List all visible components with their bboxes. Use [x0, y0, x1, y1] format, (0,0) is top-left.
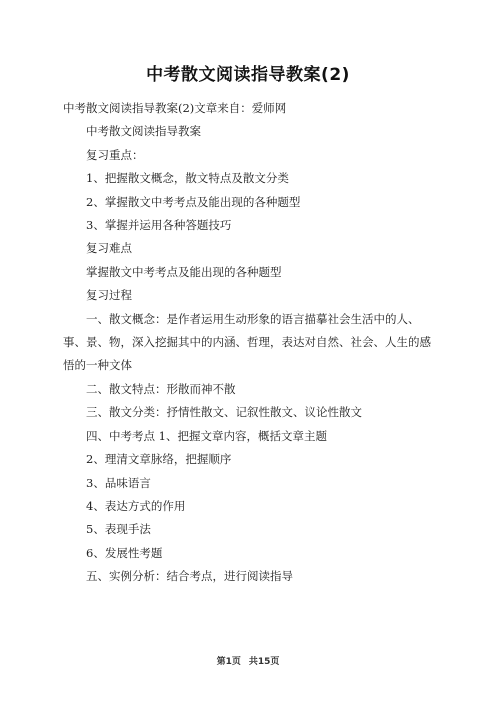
- list-item: 3、品味语言: [86, 475, 151, 490]
- list-item: 4、表达方式的作用: [86, 498, 186, 513]
- paragraph: 四、中考考点 1、把握文章内容，概括文章主题: [86, 428, 327, 443]
- paragraph: 掌握散文中考考点及能出现的各种题型: [86, 264, 282, 279]
- list-item: 1、把握散文概念，散文特点及散文分类: [86, 171, 289, 186]
- paragraph: 二、散文特点：形散而神不散: [86, 381, 236, 396]
- list-item: 5、表现手法: [86, 522, 151, 537]
- paragraph-definition: 一、散文概念：是作者运用生动形象的语言描摹社会生活中的人、事、景、物，深入挖掘其中的内涵、哲理，表达对自然、社会、人生的感悟的一种文体: [63, 311, 431, 373]
- list-item: 2、掌握散文中考考点及能出现的各种题型: [86, 194, 301, 209]
- list-item: 2、理清文章脉络，把握顺序: [86, 452, 232, 467]
- document-title: 中考散文阅读指导教案(2): [146, 65, 350, 85]
- paragraph: 三、散文分类：抒情性散文、记叙性散文、议论性散文: [86, 405, 362, 420]
- source-line: 中考散文阅读指导教案(2)文章来自：爱师网: [63, 101, 287, 115]
- subtitle-paragraph: 中考散文阅读指导教案: [86, 124, 201, 139]
- page-footer: [0, 654, 496, 667]
- paragraph: 五、实例分析：结合考点，进行阅读指导: [86, 569, 293, 584]
- section-heading-review-focus: 复习重点：: [86, 147, 144, 162]
- page-number-total: 共15页: [248, 657, 280, 667]
- section-heading-difficulty: 复习难点: [86, 241, 132, 256]
- section-heading-process: 复习过程: [86, 288, 132, 303]
- list-item: 3、掌握并运用各种答题技巧: [86, 218, 232, 233]
- list-item: 6、发展性考题: [86, 545, 163, 560]
- page-number-current: 第1页: [216, 657, 241, 667]
- document-body: [63, 97, 435, 589]
